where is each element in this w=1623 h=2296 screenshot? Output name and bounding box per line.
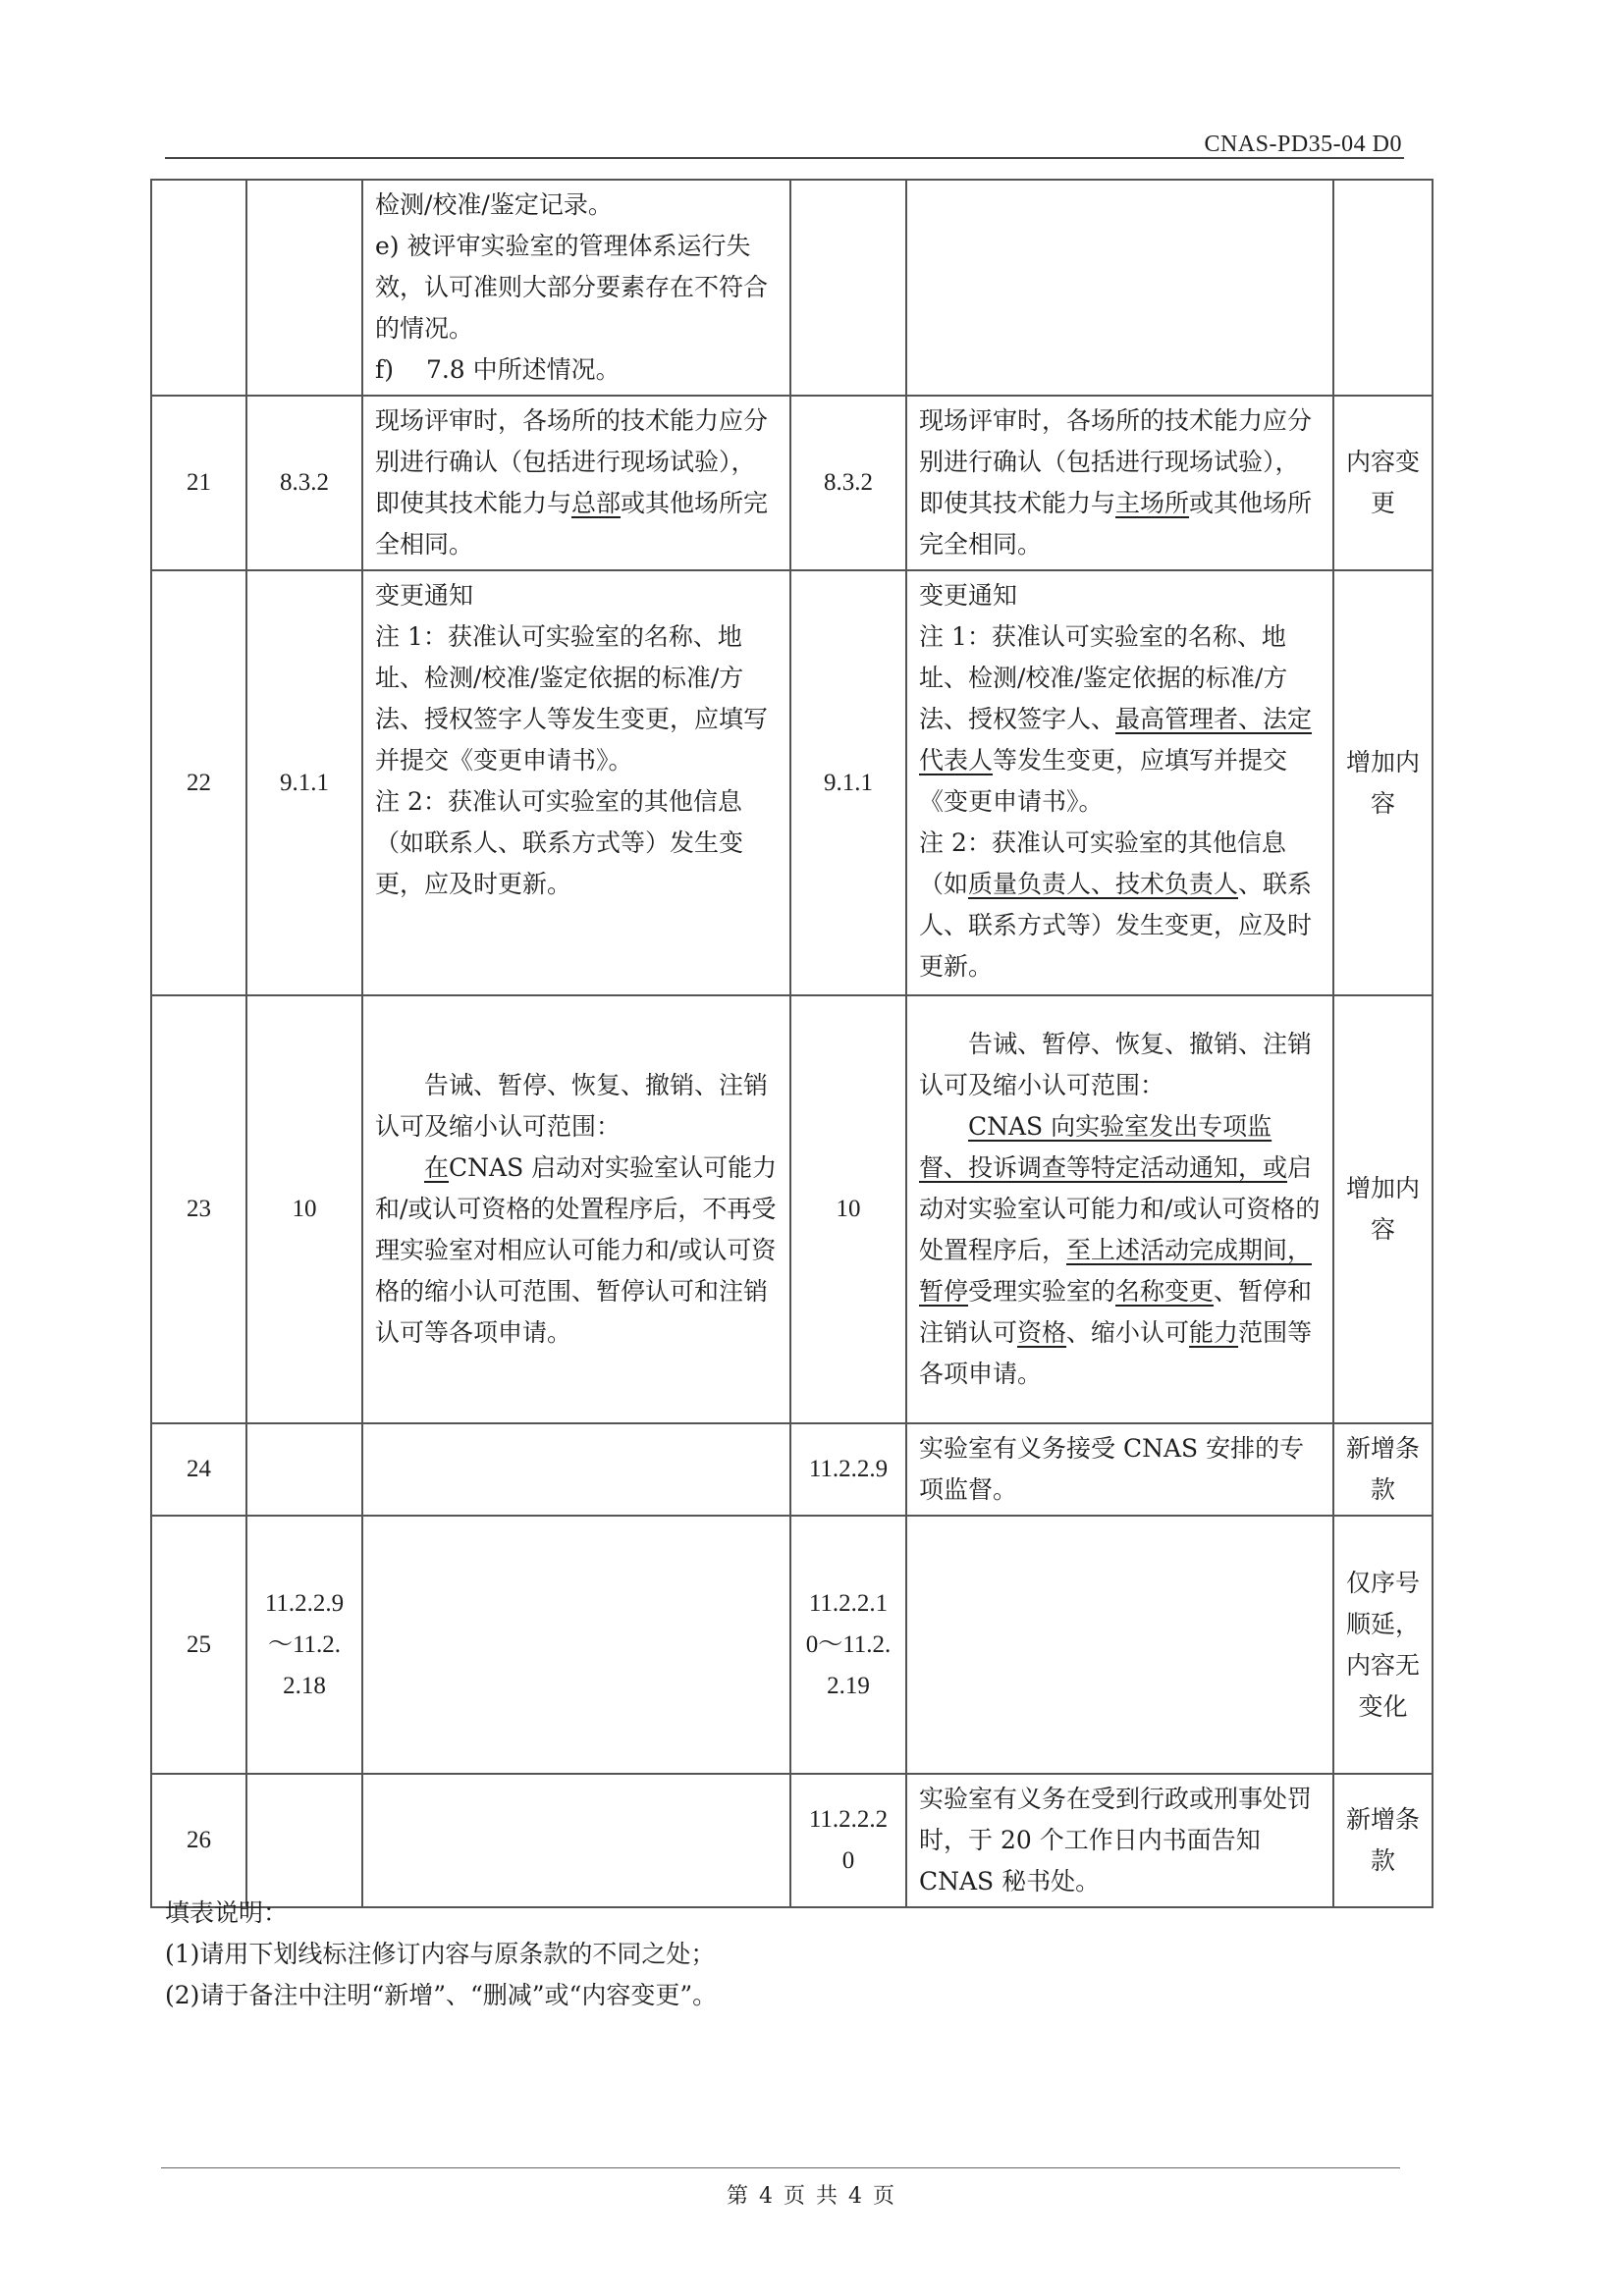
old-clause-cell bbox=[246, 180, 362, 396]
old-text-cell bbox=[362, 180, 790, 396]
old-text-note: 注 1：获准认可实验室的名称、地址、检测/校准/鉴定依据的标准/方法、授权签字人等发生变更，应填写并提交《变更申请书》。 bbox=[375, 622, 769, 774]
new-text: 等发生变更，应填写并提交《变更申请书》。 bbox=[919, 746, 1288, 816]
old-clause-cell: 10 bbox=[246, 995, 362, 1423]
old-text: CNAS 启动对实验室认可能力和/或认可资格的处置程序后，不再受理实验室对相应认可能力和/或认可资格的缩小认可范围、暂停认可和注销认可等各项申请。 bbox=[375, 1153, 778, 1347]
old-text: 或其他场所完全相同。 bbox=[375, 489, 769, 559]
new-clause-cell: 9.1.1 bbox=[790, 570, 906, 995]
old-clause-cell: 8.3.2 bbox=[246, 396, 362, 570]
new-text: 启动对实验室认可能力和/或认可资格的处置程序后， bbox=[919, 1153, 1321, 1264]
old-text-line: 检测/校准/鉴定记录。 bbox=[375, 190, 613, 219]
old-text-underlined: 总部 bbox=[571, 489, 622, 517]
table-row bbox=[151, 1516, 1433, 1774]
notes-item: (2)请于备注中注明“新增”、“删减”或“内容变更”。 bbox=[165, 1981, 718, 2009]
new-text-underlined: 至上述活动完成期间，暂停 bbox=[919, 1236, 1313, 1306]
new-text: 受理实验室的 bbox=[968, 1277, 1116, 1306]
new-text-underlined: 主场所 bbox=[1115, 489, 1190, 517]
document-code: CNAS-PD35-04 D0 bbox=[1204, 132, 1402, 157]
remark-cell: 仅序号顺延，内容无变化 bbox=[1333, 1516, 1433, 1774]
new-text-cell bbox=[906, 995, 1333, 1423]
form-notes bbox=[165, 1893, 717, 2016]
seq-cell: 26 bbox=[151, 1774, 246, 1907]
old-clause-cell: 9.1.1 bbox=[246, 570, 362, 995]
new-clause-cell: 10 bbox=[790, 995, 906, 1423]
new-text: 现场评审时，各场所的技术能力应分别进行确认（包括进行现场试验），即使其技术能力与 bbox=[919, 406, 1313, 517]
old-clause-cell: 11.2.2.9～11.2.2.18 bbox=[246, 1516, 362, 1774]
old-clause-cell bbox=[246, 1774, 362, 1907]
notes-item: (1)请用下划线标注修订内容与原条款的不同之处； bbox=[165, 1940, 716, 1968]
page-number: 第 4 页 共 4 页 bbox=[727, 2184, 896, 2209]
new-clause-cell: 11.2.2.20 bbox=[790, 1774, 906, 1907]
table-row bbox=[151, 396, 1433, 570]
old-text: 现场评审时，各场所的技术能力应分别进行确认（包括进行现场试验），即使其技术能力与 bbox=[375, 406, 769, 517]
remark-cell: 增加内容 bbox=[1333, 570, 1433, 995]
new-text-underlined: 名称变更 bbox=[1115, 1277, 1215, 1306]
seq-cell: 21 bbox=[151, 396, 246, 570]
header-rule bbox=[165, 157, 1404, 159]
old-text-cell bbox=[362, 1774, 790, 1907]
new-text: 或其他场所完全相同。 bbox=[919, 489, 1313, 559]
new-clause-cell: 11.2.2.9 bbox=[790, 1423, 906, 1516]
new-clause-cell: 11.2.2.10～11.2.2.19 bbox=[790, 1516, 906, 1774]
new-text-cell: 实验室有义务在受到行政或刑事处罚时，于 20 个工作日内书面告知 CNAS 秘书处。 bbox=[906, 1774, 1333, 1907]
new-text: 、缩小认可 bbox=[1066, 1318, 1190, 1347]
old-text-line: f) 7.8 中所述情况。 bbox=[375, 355, 621, 384]
old-text-line: e) 被评审实验室的管理体系运行失效，认可准则大部分要素存在不符合的情况。 bbox=[375, 232, 769, 343]
old-text-cell bbox=[362, 396, 790, 570]
new-text-underlined: 质量负责人、技术负责人 bbox=[968, 870, 1239, 898]
table-row bbox=[151, 1774, 1433, 1907]
remark-cell: 内容变更 bbox=[1333, 396, 1433, 570]
remark-cell: 新增条款 bbox=[1333, 1423, 1433, 1516]
new-text-title: 告诫、暂停、恢复、撤销、注销认可及缩小认可范围： bbox=[919, 1030, 1313, 1099]
notes-title: 填表说明： bbox=[165, 1898, 289, 1927]
table-row bbox=[151, 180, 1433, 396]
remark-cell: 增加内容 bbox=[1333, 995, 1433, 1423]
new-text-underlined: 资格 bbox=[1017, 1318, 1067, 1347]
new-text-underlined: CNAS 向实验室发出专项监督、投诉调查等特定活动通知，或 bbox=[919, 1112, 1288, 1182]
table-row bbox=[151, 995, 1433, 1423]
new-text: 范围等各项申请。 bbox=[919, 1318, 1313, 1388]
old-text-cell bbox=[362, 995, 790, 1423]
new-text: 、联系人、联系方式等）发生变更，应及时更新。 bbox=[919, 870, 1313, 981]
remark-cell bbox=[1333, 180, 1433, 396]
table-row bbox=[151, 570, 1433, 995]
new-text-cell bbox=[906, 396, 1333, 570]
old-text-cell bbox=[362, 570, 790, 995]
old-text-cell bbox=[362, 1516, 790, 1774]
seq-cell: 22 bbox=[151, 570, 246, 995]
new-text: 注 2：获准认可实验室的其他信息（如 bbox=[919, 828, 1286, 898]
remark-cell: 新增条款 bbox=[1333, 1774, 1433, 1907]
new-text-title: 变更通知 bbox=[919, 581, 1018, 610]
new-text-cell bbox=[906, 1516, 1333, 1774]
seq-cell bbox=[151, 180, 246, 396]
old-text-title: 告诫、暂停、恢复、撤销、注销认可及缩小认可范围： bbox=[375, 1071, 769, 1141]
new-text: 注 1：获准认可实验室的名称、地址、检测/校准/鉴定依据的标准/方法、授权签字人、 bbox=[919, 622, 1288, 733]
seq-cell: 25 bbox=[151, 1516, 246, 1774]
new-text-cell bbox=[906, 180, 1333, 396]
new-text-cell: 实验室有义务接受 CNAS 安排的专项监督。 bbox=[906, 1423, 1333, 1516]
new-text-underlined: 最高管理者、法定代表人 bbox=[919, 705, 1313, 774]
new-text-underlined: 能力 bbox=[1189, 1318, 1239, 1347]
old-text-note: 注 2：获准认可实验室的其他信息（如联系人、联系方式等）发生变更，应及时更新。 bbox=[375, 787, 744, 898]
old-text-title: 变更通知 bbox=[375, 581, 474, 610]
seq-cell: 23 bbox=[151, 995, 246, 1423]
new-clause-cell bbox=[790, 180, 906, 396]
old-text-underlined: 在 bbox=[424, 1153, 450, 1182]
old-clause-cell bbox=[246, 1423, 362, 1516]
new-text: 、暂停和注销认可 bbox=[919, 1277, 1313, 1347]
new-clause-cell: 8.3.2 bbox=[790, 396, 906, 570]
table-row bbox=[151, 1423, 1433, 1516]
old-text-cell bbox=[362, 1423, 790, 1516]
new-text-cell bbox=[906, 570, 1333, 995]
seq-cell: 24 bbox=[151, 1423, 246, 1516]
revision-table bbox=[150, 179, 1434, 1908]
footer-rule bbox=[161, 2167, 1400, 2168]
